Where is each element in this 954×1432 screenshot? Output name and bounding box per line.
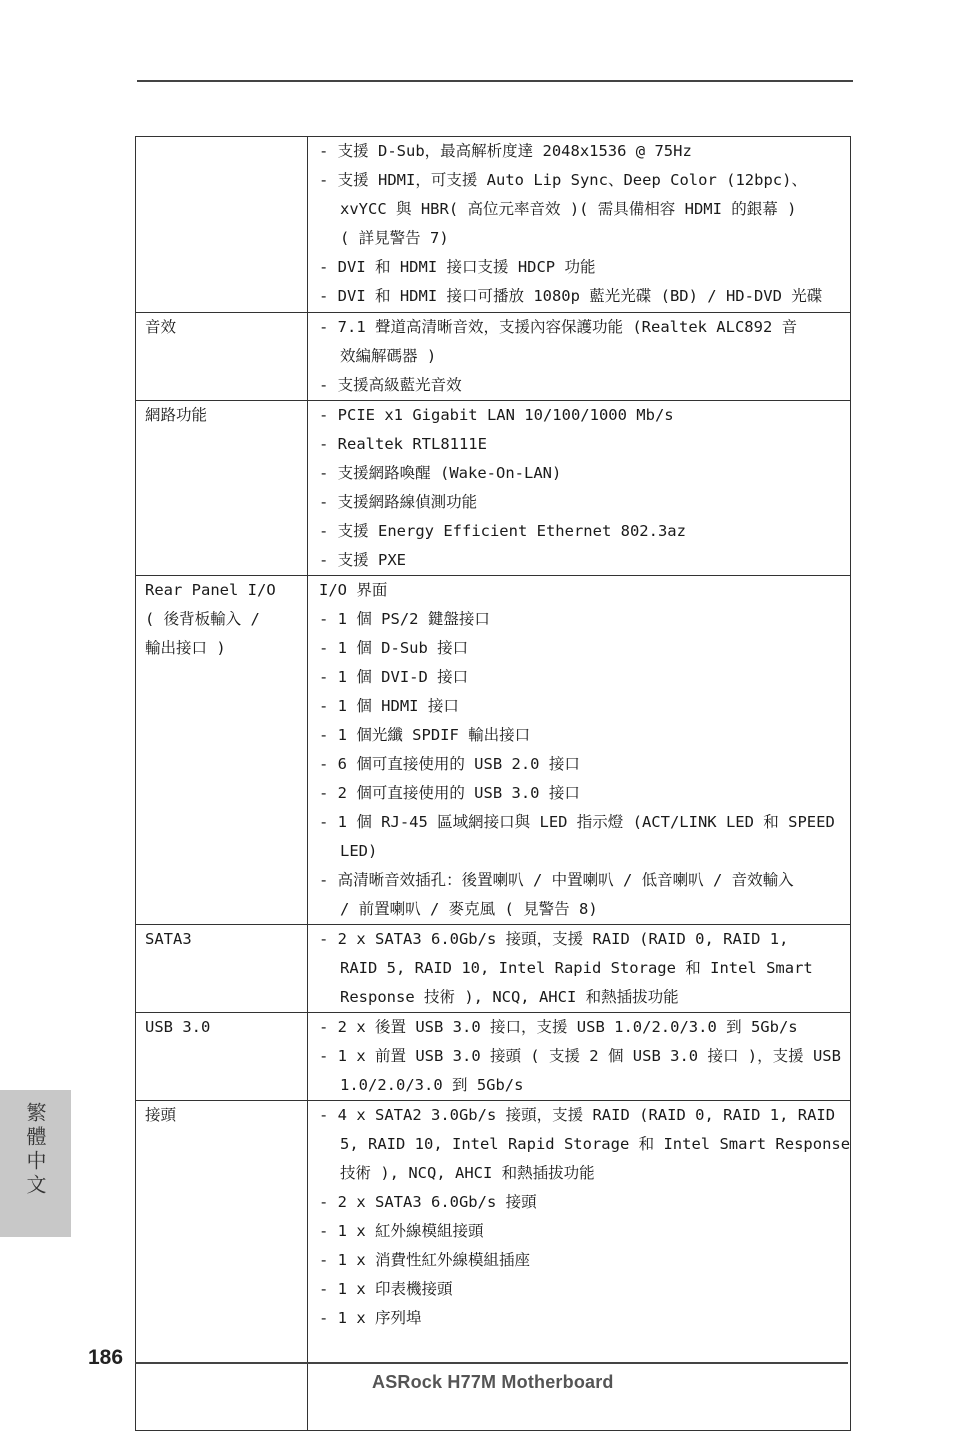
spec-label: 輸出接口 ) [145,639,226,657]
spec-line: Response 技術 ), NCQ, AHCI 和熱插拔功能 [340,988,679,1006]
spec-line: - 1 個 PS/2 鍵盤接口 [319,610,490,628]
spec-line: 5, RAID 10, Intel Rapid Storage 和 Intel Smart Response [340,1135,851,1153]
spec-label-cell [136,401,308,576]
spec-row [136,137,851,313]
spec-line: 技術 ), NCQ, AHCI 和熱插拔功能 [340,1164,595,1182]
spec-row [136,313,851,401]
footer-rule [135,1362,848,1364]
spec-line: - 6 個可直接使用的 USB 2.0 接口 [319,755,580,773]
spec-label: USB 3.0 [145,1018,211,1036]
header-rule [137,80,853,82]
spec-line: - 支援 Energy Efficient Ethernet 802.3az [319,522,686,540]
spec-line: - 2 x SATA3 6.0Gb/s 接頭，支援 RAID (RAID 0, RAID 1, [319,930,789,948]
spec-label: 接頭 [145,1106,177,1124]
spec-line: - 1 x 消費性紅外線模組插座 [319,1251,530,1269]
spec-label: SATA3 [145,930,192,948]
spec-row [136,925,851,1013]
spec-content-cell [308,576,851,925]
spec-label: 音效 [145,318,177,336]
spec-line: RAID 5, RAID 10, Intel Rapid Storage 和 Intel Smart [340,959,813,977]
spec-line: ( 詳見警告 7) [340,229,449,247]
spec-line: - DVI 和 HDMI 接口支援 HDCP 功能 [319,258,596,276]
spec-line: I/O 界面 [319,581,388,599]
spec-line: - DVI 和 HDMI 接口可播放 1080p 藍光光碟 (BD) / HD-DVD 光碟 [319,287,823,305]
spec-content-cell [308,925,851,1013]
spec-line: LED) [340,842,378,860]
spec-label: ( 後背板輸入 / [145,610,260,628]
language-side-tab-label: 繁體中文 [23,1102,47,1198]
spec-label-cell [136,313,308,401]
spec-line: - 1 個 RJ-45 區域網接口與 LED 指示燈 (ACT/LINK LED 和 SPEED [319,813,835,831]
spec-line: - 支援 D-Sub，最高解析度達 2048x1536 @ 75Hz [319,142,692,160]
spec-line: - 1 x 序列埠 [319,1309,422,1327]
spec-row [136,401,851,576]
spec-label-cell [136,1101,308,1431]
spec-line: - 2 x 後置 USB 3.0 接口，支援 USB 1.0/2.0/3.0 到 5Gb/s [319,1018,798,1036]
spec-table-body [136,137,851,1431]
spec-line: - 支援高級藍光音效 [319,376,462,394]
spec-line: - 1 個光纖 SPDIF 輸出接口 [319,726,531,744]
page-number: 186 [88,1346,124,1369]
spec-line: / 前置喇叭 / 麥克風 ( 見警告 8) [340,900,598,918]
spec-label-cell [136,576,308,925]
spec-line: - 2 x SATA3 6.0Gb/s 接頭 [319,1193,537,1211]
spec-line: - 1 x 前置 USB 3.0 接頭 ( 支援 2 個 USB 3.0 接口 )，支援 USB [319,1047,841,1065]
spec-row [136,576,851,925]
spec-label-cell [136,1013,308,1101]
spec-line: - PCIE x1 Gigabit LAN 10/100/1000 Mb/s [319,406,674,424]
spec-line: - 高清晰音效插孔：後置喇叭 / 中置喇叭 / 低音喇叭 / 音效輸入 [319,871,794,889]
spec-line: - 7.1 聲道高清晰音效，支援內容保護功能 (Realtek ALC892 音 [319,318,798,336]
spec-line: - 支援網路線偵測功能 [319,493,478,511]
spec-line: - 支援 PXE [319,551,406,569]
footer-title: ASRock H77M Motherboard [372,1372,614,1392]
spec-line: 效編解碼器 ) [340,347,437,365]
spec-line: - 1 x 紅外線模組接頭 [319,1222,484,1240]
spec-content-cell [308,401,851,576]
spec-line: 1.0/2.0/3.0 到 5Gb/s [340,1076,524,1094]
spec-line: - 1 x 印表機接頭 [319,1280,453,1298]
spec-label-cell [136,137,308,313]
spec-line: - 2 個可直接使用的 USB 3.0 接口 [319,784,580,802]
spec-content-cell [308,1013,851,1101]
spec-line: - 1 個 HDMI 接口 [319,697,459,715]
spec-label: 網路功能 [145,406,208,424]
spec-line: - 1 個 DVI-D 接口 [319,668,469,686]
spec-table [135,136,851,1431]
spec-content-cell [308,313,851,401]
spec-line: - 4 x SATA2 3.0Gb/s 接頭，支援 RAID (RAID 0, RAID 1, RAID [319,1106,836,1124]
spec-label-cell [136,925,308,1013]
spec-line: - 1 個 D-Sub 接口 [319,639,469,657]
spec-line: xvYCC 與 HBR( 高位元率音效 )( 需具備相容 HDMI 的銀幕 ) [340,200,797,218]
spec-label: Rear Panel I/O [145,581,276,599]
spec-row [136,1013,851,1101]
spec-line: - Realtek RTL8111E [319,435,487,453]
spec-line: - 支援網路喚醒 (Wake-On-LAN) [319,464,562,482]
spec-content-cell [308,137,851,313]
language-side-tab [0,1090,71,1237]
spec-line: - 支援 HDMI，可支援 Auto Lip Sync、Deep Color (12bpc)、 [319,171,807,189]
